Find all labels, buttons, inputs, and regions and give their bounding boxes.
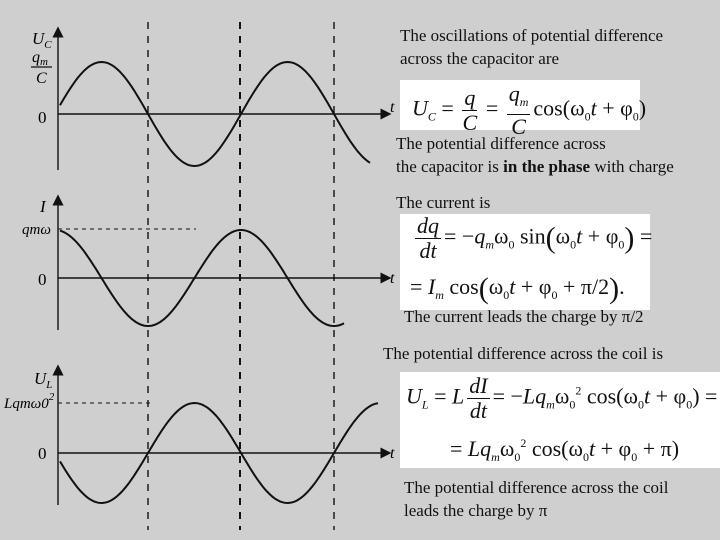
ul-equation-line2: = $Lq_m\omega_0^2$ $\cos(\omega_0t + \varphi_0 + \pi)$	[450, 436, 680, 464]
dq-equation-line2: = $I_m$ $\cos(\omega_0t + \varphi_0 + \pi/2)$.	[410, 272, 625, 305]
top-x-label: t	[390, 99, 395, 116]
bottom-x-label: t	[390, 445, 395, 462]
bottom-y-label: $U_L$	[34, 369, 53, 391]
dq-equation-box	[400, 213, 653, 310]
bottom-ymax-label: $Lqm\omega 0^2$	[4, 391, 55, 412]
coil-intro: The potential difference across the coil is	[383, 344, 664, 363]
capacitor-intro-line1: The oscillations of potential difference	[400, 26, 664, 45]
uc-equation: $U_C$ = $\frac{q}{C}$ = $\frac{q_m}{C}$ $\cos(\omega_0t + \varphi_0)$	[412, 81, 647, 139]
current-leads-text: The current leads the charge by π/2	[404, 307, 644, 326]
top-ymax-num: qm	[32, 49, 48, 68]
coil-leads-line2: leads the charge by π	[404, 501, 548, 520]
middle-ymax-label: qmω	[22, 222, 51, 238]
capacitor-intro-line2: across the capacitor are	[400, 49, 560, 68]
current-intro: The current is	[396, 193, 491, 212]
middle-zero: 0	[38, 270, 47, 289]
coil-leads-line1: The potential difference across the coil	[404, 478, 669, 497]
uc-equation-box	[400, 80, 647, 139]
middle-x-label: t	[390, 270, 395, 287]
top-ymax-den: C	[36, 70, 47, 87]
middle-y-label: I	[40, 197, 46, 216]
bottom-zero: 0	[38, 444, 47, 463]
top-y-label: $U_C$	[32, 29, 52, 51]
top-zero: 0	[38, 108, 47, 127]
capacitor-phase-line1: The potential difference across	[396, 134, 606, 153]
capacitor-phase-line2: the capacitor is in the phase with charge	[396, 157, 674, 176]
ul-equation-box	[400, 372, 720, 468]
dq-equation-line1: $\frac{dq}{dt}$ = $-q_m\omega_0$ $\sin(\omega_0t + \varphi_0)$ =	[417, 213, 653, 263]
ul-equation-line1: $U_L = L$ $\frac{dI}{dt}$ = $-Lq_m\omega_0^2$ $\cos(\omega_0t + \varphi_0)$ =	[406, 373, 718, 423]
